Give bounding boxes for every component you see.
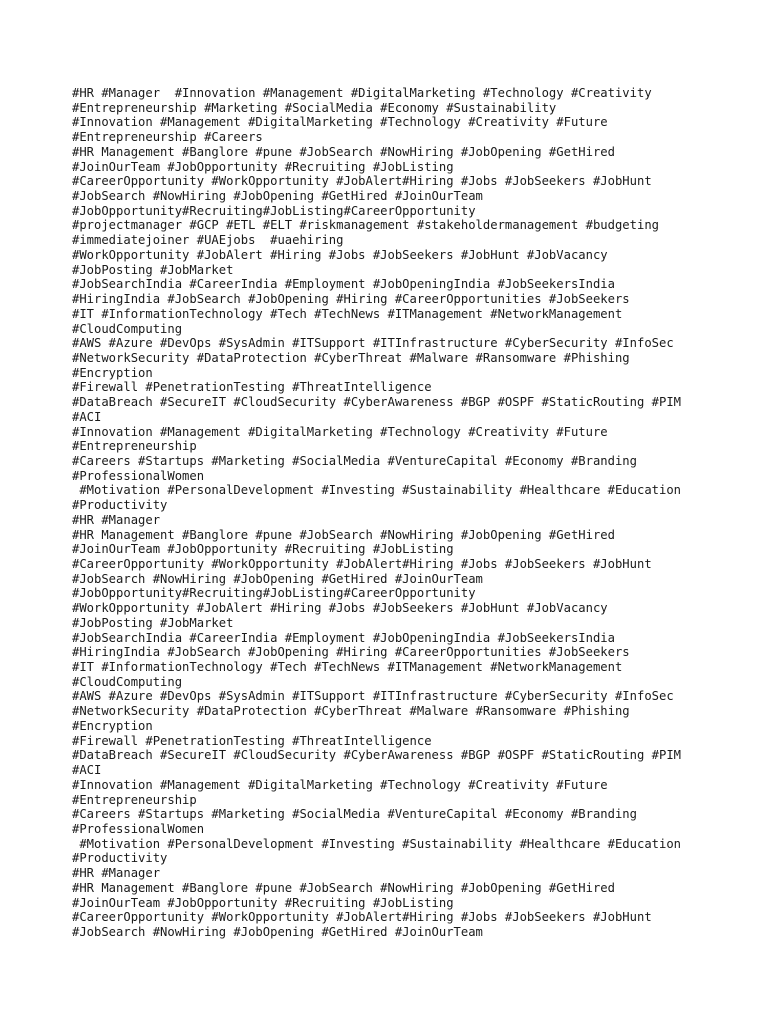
text-line: #Encryption bbox=[72, 718, 153, 733]
text-line: #Encryption bbox=[72, 365, 153, 380]
text-line: #Entrepreneurship bbox=[72, 792, 197, 807]
hashtag-text-body bbox=[72, 86, 752, 940]
text-line: #Innovation #Management #DigitalMarketing #Technology #Creativity #Future bbox=[72, 424, 608, 439]
text-line: #Firewall #PenetrationTesting #ThreatIntelligence bbox=[72, 733, 432, 748]
text-line: #ProfessionalWomen bbox=[72, 468, 205, 483]
text-line: #IT #InformationTechnology #Tech #TechNews #ITManagement #NetworkManagement bbox=[72, 660, 623, 675]
text-line: #ACI bbox=[72, 409, 102, 424]
text-line: #IT #InformationTechnology #Tech #TechNews #ITManagement #NetworkManagement bbox=[72, 306, 623, 321]
text-line: #JobOpportunity#Recruiting#JobListing#CareerOpportunity bbox=[72, 203, 476, 218]
text-line: #HR Management #Banglore #pune #JobSearch #NowHiring #JobOpening #GetHired bbox=[72, 527, 615, 542]
text-line: #Careers #Startups #Marketing #SocialMedia #VentureCapital #Economy #Branding bbox=[72, 807, 637, 822]
text-line: #CloudComputing bbox=[72, 674, 183, 689]
text-line: #AWS #Azure #DevOps #SysAdmin #ITSupport #ITInfrastructure #CyberSecurity #InfoSec bbox=[72, 689, 674, 704]
text-line: #HiringIndia #JobSearch #JobOpening #Hiring #CareerOpportunities #JobSeekers bbox=[72, 645, 630, 660]
text-line: #HR Management #Banglore #pune #JobSearch #NowHiring #JobOpening #GetHired bbox=[72, 144, 615, 159]
text-line: #AWS #Azure #DevOps #SysAdmin #ITSupport #ITInfrastructure #CyberSecurity #InfoSec bbox=[72, 336, 674, 351]
text-line: #JobSearch #NowHiring #JobOpening #GetHired #JoinOurTeam bbox=[72, 571, 483, 586]
text-line: #JobOpportunity#Recruiting#JobListing#CareerOpportunity bbox=[72, 586, 476, 601]
text-line: #Careers #Startups #Marketing #SocialMedia #VentureCapital #Economy #Branding bbox=[72, 453, 637, 468]
text-line: #DataBreach #SecureIT #CloudSecurity #CyberAwareness #BGP #OSPF #StaticRouting #PIM bbox=[72, 395, 682, 410]
text-line: #projectmanager #GCP #ETL #ELT #riskmanagement #stakeholdermanagement #budgeting bbox=[72, 218, 659, 233]
text-line: #immediatejoiner #UAEjobs #uaehiring bbox=[72, 233, 344, 248]
text-line: #JobSearchIndia #CareerIndia #Employment #JobOpeningIndia #JobSeekersIndia bbox=[72, 277, 615, 292]
text-line: #Firewall #PenetrationTesting #ThreatIntelligence bbox=[72, 380, 432, 395]
text-line: #Productivity bbox=[72, 498, 168, 513]
text-line: #JobSearchIndia #CareerIndia #Employment #JobOpeningIndia #JobSeekersIndia bbox=[72, 630, 615, 645]
text-line: #NetworkSecurity #DataProtection #CyberThreat #Malware #Ransomware #Phishing bbox=[72, 704, 630, 719]
text-line: #CareerOpportunity #WorkOpportunity #JobAlert#Hiring #Jobs #JobSeekers #JobHunt bbox=[72, 557, 652, 571]
text-line: #HR Management #Banglore #pune #JobSearch #NowHiring #JobOpening #GetHired bbox=[72, 880, 615, 895]
text-line: #Productivity bbox=[72, 851, 168, 866]
text-line: #HR #Manager #Innovation #Management #DigitalMarketing #Technology #Creativity bbox=[72, 86, 652, 100]
text-line: #JoinOurTeam #JobOpportunity #Recruiting #JobListing bbox=[72, 159, 454, 174]
text-line: #WorkOpportunity #JobAlert #Hiring #Jobs #JobSeekers #JobHunt #JobVacancy bbox=[72, 601, 608, 616]
text-line: #ACI bbox=[72, 763, 102, 778]
text-line: #CareerOpportunity #WorkOpportunity #JobAlert#Hiring #Jobs #JobSeekers #JobHunt bbox=[72, 174, 652, 189]
text-line: #CloudComputing bbox=[72, 321, 183, 336]
text-line: #Innovation #Management #DigitalMarketing #Technology #Creativity #Future bbox=[72, 777, 608, 792]
text-line: #ProfessionalWomen bbox=[72, 821, 205, 836]
text-line: #JobPosting #JobMarket bbox=[72, 262, 234, 277]
text-line: #HR #Manager bbox=[72, 512, 161, 527]
text-line: #JoinOurTeam #JobOpportunity #Recruiting #JobListing bbox=[72, 542, 454, 557]
text-line: #HR #Manager bbox=[72, 866, 161, 881]
text-line: #JobPosting #JobMarket bbox=[72, 615, 234, 630]
text-line: #Innovation #Management #DigitalMarketing #Technology #Creativity #Future bbox=[72, 115, 608, 130]
text-line: #JobSearch #NowHiring #JobOpening #GetHired #JoinOurTeam bbox=[72, 189, 483, 204]
text-line: #JobSearch #NowHiring #JobOpening #GetHired #JoinOurTeam bbox=[72, 924, 483, 939]
text-line: #DataBreach #SecureIT #CloudSecurity #CyberAwareness #BGP #OSPF #StaticRouting #PIM bbox=[72, 748, 682, 763]
text-line: #Entrepreneurship #Careers bbox=[72, 130, 263, 145]
text-line: #Entrepreneurship #Marketing #SocialMedia #Economy #Sustainability bbox=[72, 100, 557, 115]
text-line: #WorkOpportunity #JobAlert #Hiring #Jobs #JobSeekers #JobHunt #JobVacancy bbox=[72, 247, 608, 262]
text-line: #JoinOurTeam #JobOpportunity #Recruiting #JobListing bbox=[72, 895, 454, 910]
text-line: #Motivation #PersonalDevelopment #Investing #Sustainability #Healthcare #Education bbox=[72, 483, 682, 498]
text-line: #HiringIndia #JobSearch #JobOpening #Hiring #CareerOpportunities #JobSeekers bbox=[72, 292, 630, 307]
text-line: #Entrepreneurship bbox=[72, 439, 197, 454]
text-line: #NetworkSecurity #DataProtection #CyberThreat #Malware #Ransomware #Phishing bbox=[72, 350, 630, 365]
text-line: #Motivation #PersonalDevelopment #Investing #Sustainability #Healthcare #Education bbox=[72, 836, 682, 851]
text-line: #CareerOpportunity #WorkOpportunity #JobAlert#Hiring #Jobs #JobSeekers #JobHunt bbox=[72, 910, 652, 925]
